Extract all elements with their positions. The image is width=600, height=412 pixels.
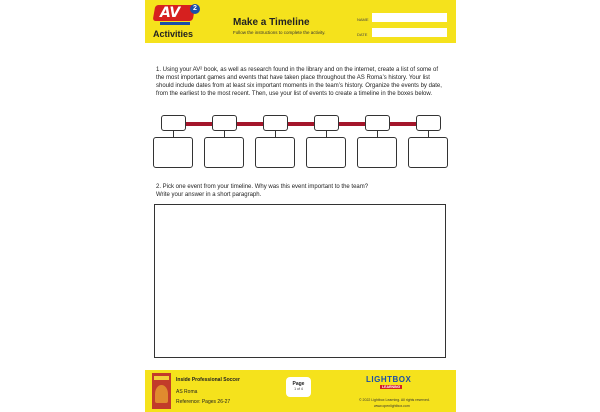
copyright: © 2022 Lightbox Learning. All rights reserved.: [359, 398, 430, 402]
name-label: NAME: [357, 17, 369, 22]
book-title: Inside Professional Soccer: [176, 377, 240, 383]
cover-title-band: [154, 376, 169, 380]
timeline-date-box[interactable]: [314, 115, 339, 131]
reference: Reference: Pages 26-27: [176, 399, 231, 405]
timeline: [145, 115, 456, 175]
question-2-line-1: 2. Pick one event from your timeline. Why was this event important to the team?: [156, 184, 369, 190]
brand-tag: LEARNING: [382, 385, 401, 389]
cover-player: [155, 385, 168, 403]
page-subtitle: Follow the instructions to complete the activity.: [233, 30, 326, 35]
lightbox-logo: [366, 375, 428, 389]
footer: [145, 370, 456, 412]
timeline-date-box[interactable]: [161, 115, 186, 131]
question-2-line-2: Write your answer in a short paragraph.: [156, 192, 262, 198]
timeline-event-box[interactable]: [306, 137, 346, 168]
date-field[interactable]: [372, 28, 447, 37]
team-name: AS Roma: [176, 389, 198, 395]
header: [145, 0, 456, 43]
timeline-date-box[interactable]: [365, 115, 390, 131]
name-field[interactable]: [372, 13, 447, 22]
page-number: 1 of 4: [294, 387, 303, 391]
date-label: DATE: [357, 32, 368, 37]
logo-superscript: 2: [190, 4, 200, 14]
brand-name: LIGHTBOX: [366, 375, 412, 384]
timeline-event-box[interactable]: [408, 137, 448, 168]
timeline-event-box[interactable]: [153, 137, 193, 168]
av2-logo: [154, 5, 202, 23]
question-1: 1. Using your AV² book, as well as research found in the library and on the internet, create a list of some of the most important games and events that have taken place throughout the AS Roma’s history. Your list should include dates from at least six important moments in the team’s history. Organize the events by date, from the earliest to the most recent. Then, use your list of events to create a timeline in the boxes below.: [156, 67, 442, 97]
logo-text: AV: [160, 5, 180, 21]
section-label: Activities: [153, 29, 194, 39]
worksheet: [145, 0, 456, 412]
logo-underline: [160, 22, 190, 25]
timeline-date-box[interactable]: [416, 115, 441, 131]
website: www.openlightbox.com: [374, 404, 410, 408]
timeline-event-box[interactable]: [357, 137, 397, 168]
timeline-event-box[interactable]: [255, 137, 295, 168]
timeline-date-box[interactable]: [263, 115, 288, 131]
page-badge: [286, 377, 311, 397]
timeline-date-box[interactable]: [212, 115, 237, 131]
question-2: [156, 183, 446, 199]
book-cover-image: [152, 373, 171, 409]
answer-box[interactable]: [154, 204, 446, 358]
page-label: Page: [292, 381, 305, 387]
timeline-event-box[interactable]: [204, 137, 244, 168]
page-title: Make a Timeline: [233, 17, 310, 28]
